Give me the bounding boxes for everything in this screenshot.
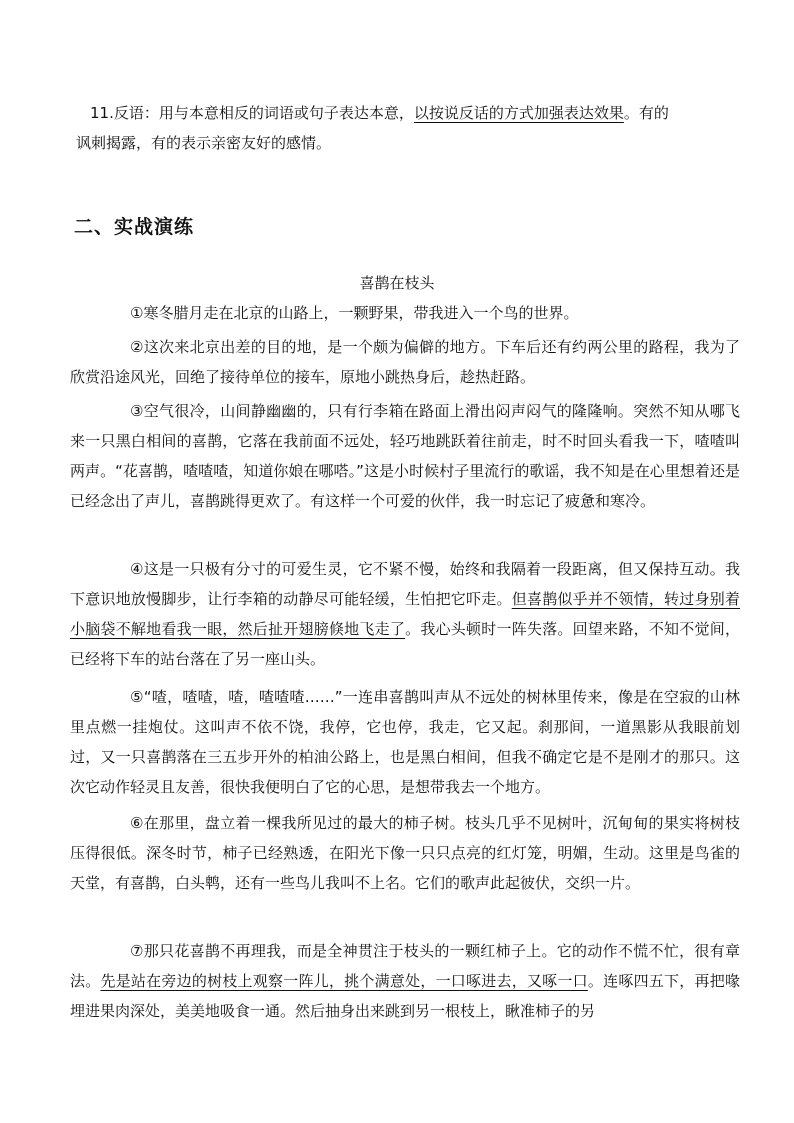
section-heading: 二、实战演练 [74,216,195,238]
paragraph-3: ③空气很冷，山间静幽幽的，只有行李箱在路面上滑出闷声闷气的隆隆响。突然不知从哪飞来一只黑白相间的喜鹊，它落在我前面不远处，轻巧地跳跃着往前走，时不时回头看我一下，喳喳叫两声。“花喜鹊，喳喳喳，知道你娘在哪嗒。”这是小时候村子里流行的歌谣，我不知是在心里想着还是已经念出了声儿，喜鹊跳得更欢了。有这样一个可爱的伙伴，我一时忘记了疲惫和寒冷。 [70,402,740,510]
paragraph-4-pre: ④这是一只极有分寸的可爱生灵，它不紧不慢，始终和我隔着一段距离，但又保持互动。我下意识地放慢脚步，让行李箱的动静尽可能轻缓，生怕把它吓走。 [70,560,740,608]
rhetoric-item-11 [76,98,738,158]
item-11-tail: 。有的 [623,104,669,122]
paragraph-1: ①寒冬腊月走在北京的山路上，一颗野果，带我进入一个鸟的世界。 [130,304,579,322]
item-11-underlined-phrase: 以按说反话的方式加强表达效果 [413,104,624,122]
paragraph-6: ⑥在那里，盘立着一棵我所见过的最大的柿子树。枝头几乎不见树叶，沉甸甸的果实将树枝压得很低。深冬时节，柿子已经熟透，在阳光下像一只只点亮的红灯笼，明媚，生动。这里是鸟雀的天堂，有喜鹊，白头鹎，还有一些鸟儿我叫不上名。它们的歌声此起彼伏，交织一片。 [70,814,740,892]
paragraph-7 [70,936,740,1026]
paragraph-5: ⑤“喳，喳喳，喳，喳喳喳……”一连串喜鹊叫声从不远处的树林里传来，像是在空寂的山林里点燃一挂炮仗。这叫声不依不饶，我停，它也停，我走，它又起。刹那间，一道黑影从我眼前划过，又一只喜鹊落在三五步开外的柏油公路上，也是黑白相间，但我不确定它是不是刚才的那只。这次它动作轻灵且友善，很快我便明白了它的心思，是想带我去一个地方。 [70,688,740,796]
item-11-line2: 讽刺揭露，有的表示亲密友好的感情。 [76,134,332,152]
paragraph-4-post: 。我心头顿时一阵失落。回望来路，不知不觉间，已经将下车的站台落在了另一座山头。 [70,620,740,668]
paragraph-7-pre: ⑦那只花喜鹊不再理我，而是全神贯注于枝头的一颗红柿子上。它的动作不慌不忙，很有章法。 [70,942,740,990]
paragraph-7-post: 。连啄四五下，再把喙埋进果肉深处，美美地吸食一通。然后抽身出来跳到另一根枝上，瞅准柿子的另 [70,972,740,1020]
item-11-lead: 11.反语：用与本意相反的词语或句子表达本意， [90,104,414,122]
paragraph-2: ②这次来北京出差的目的地，是一个颇为偏僻的地方。下车后还有约两公里的路程，我为了欣赏沿途风光，回绝了接待单位的接车，原地小跳热身后，趁热赶路。 [70,338,740,386]
paragraph-4 [70,554,740,674]
paragraph-7-underlined-sentence: 先是站在旁边的树枝上观察一阵儿，挑个满意处，一口啄进去，又啄一口 [100,972,588,990]
article-title: 喜鹊在枝头 [359,274,435,292]
paragraph-4-underlined-sentence: 但喜鹊似乎并不领情，转过身别着小脑袋不解地看我一眼，然后扯开翅膀倏地飞走了 [70,590,740,638]
